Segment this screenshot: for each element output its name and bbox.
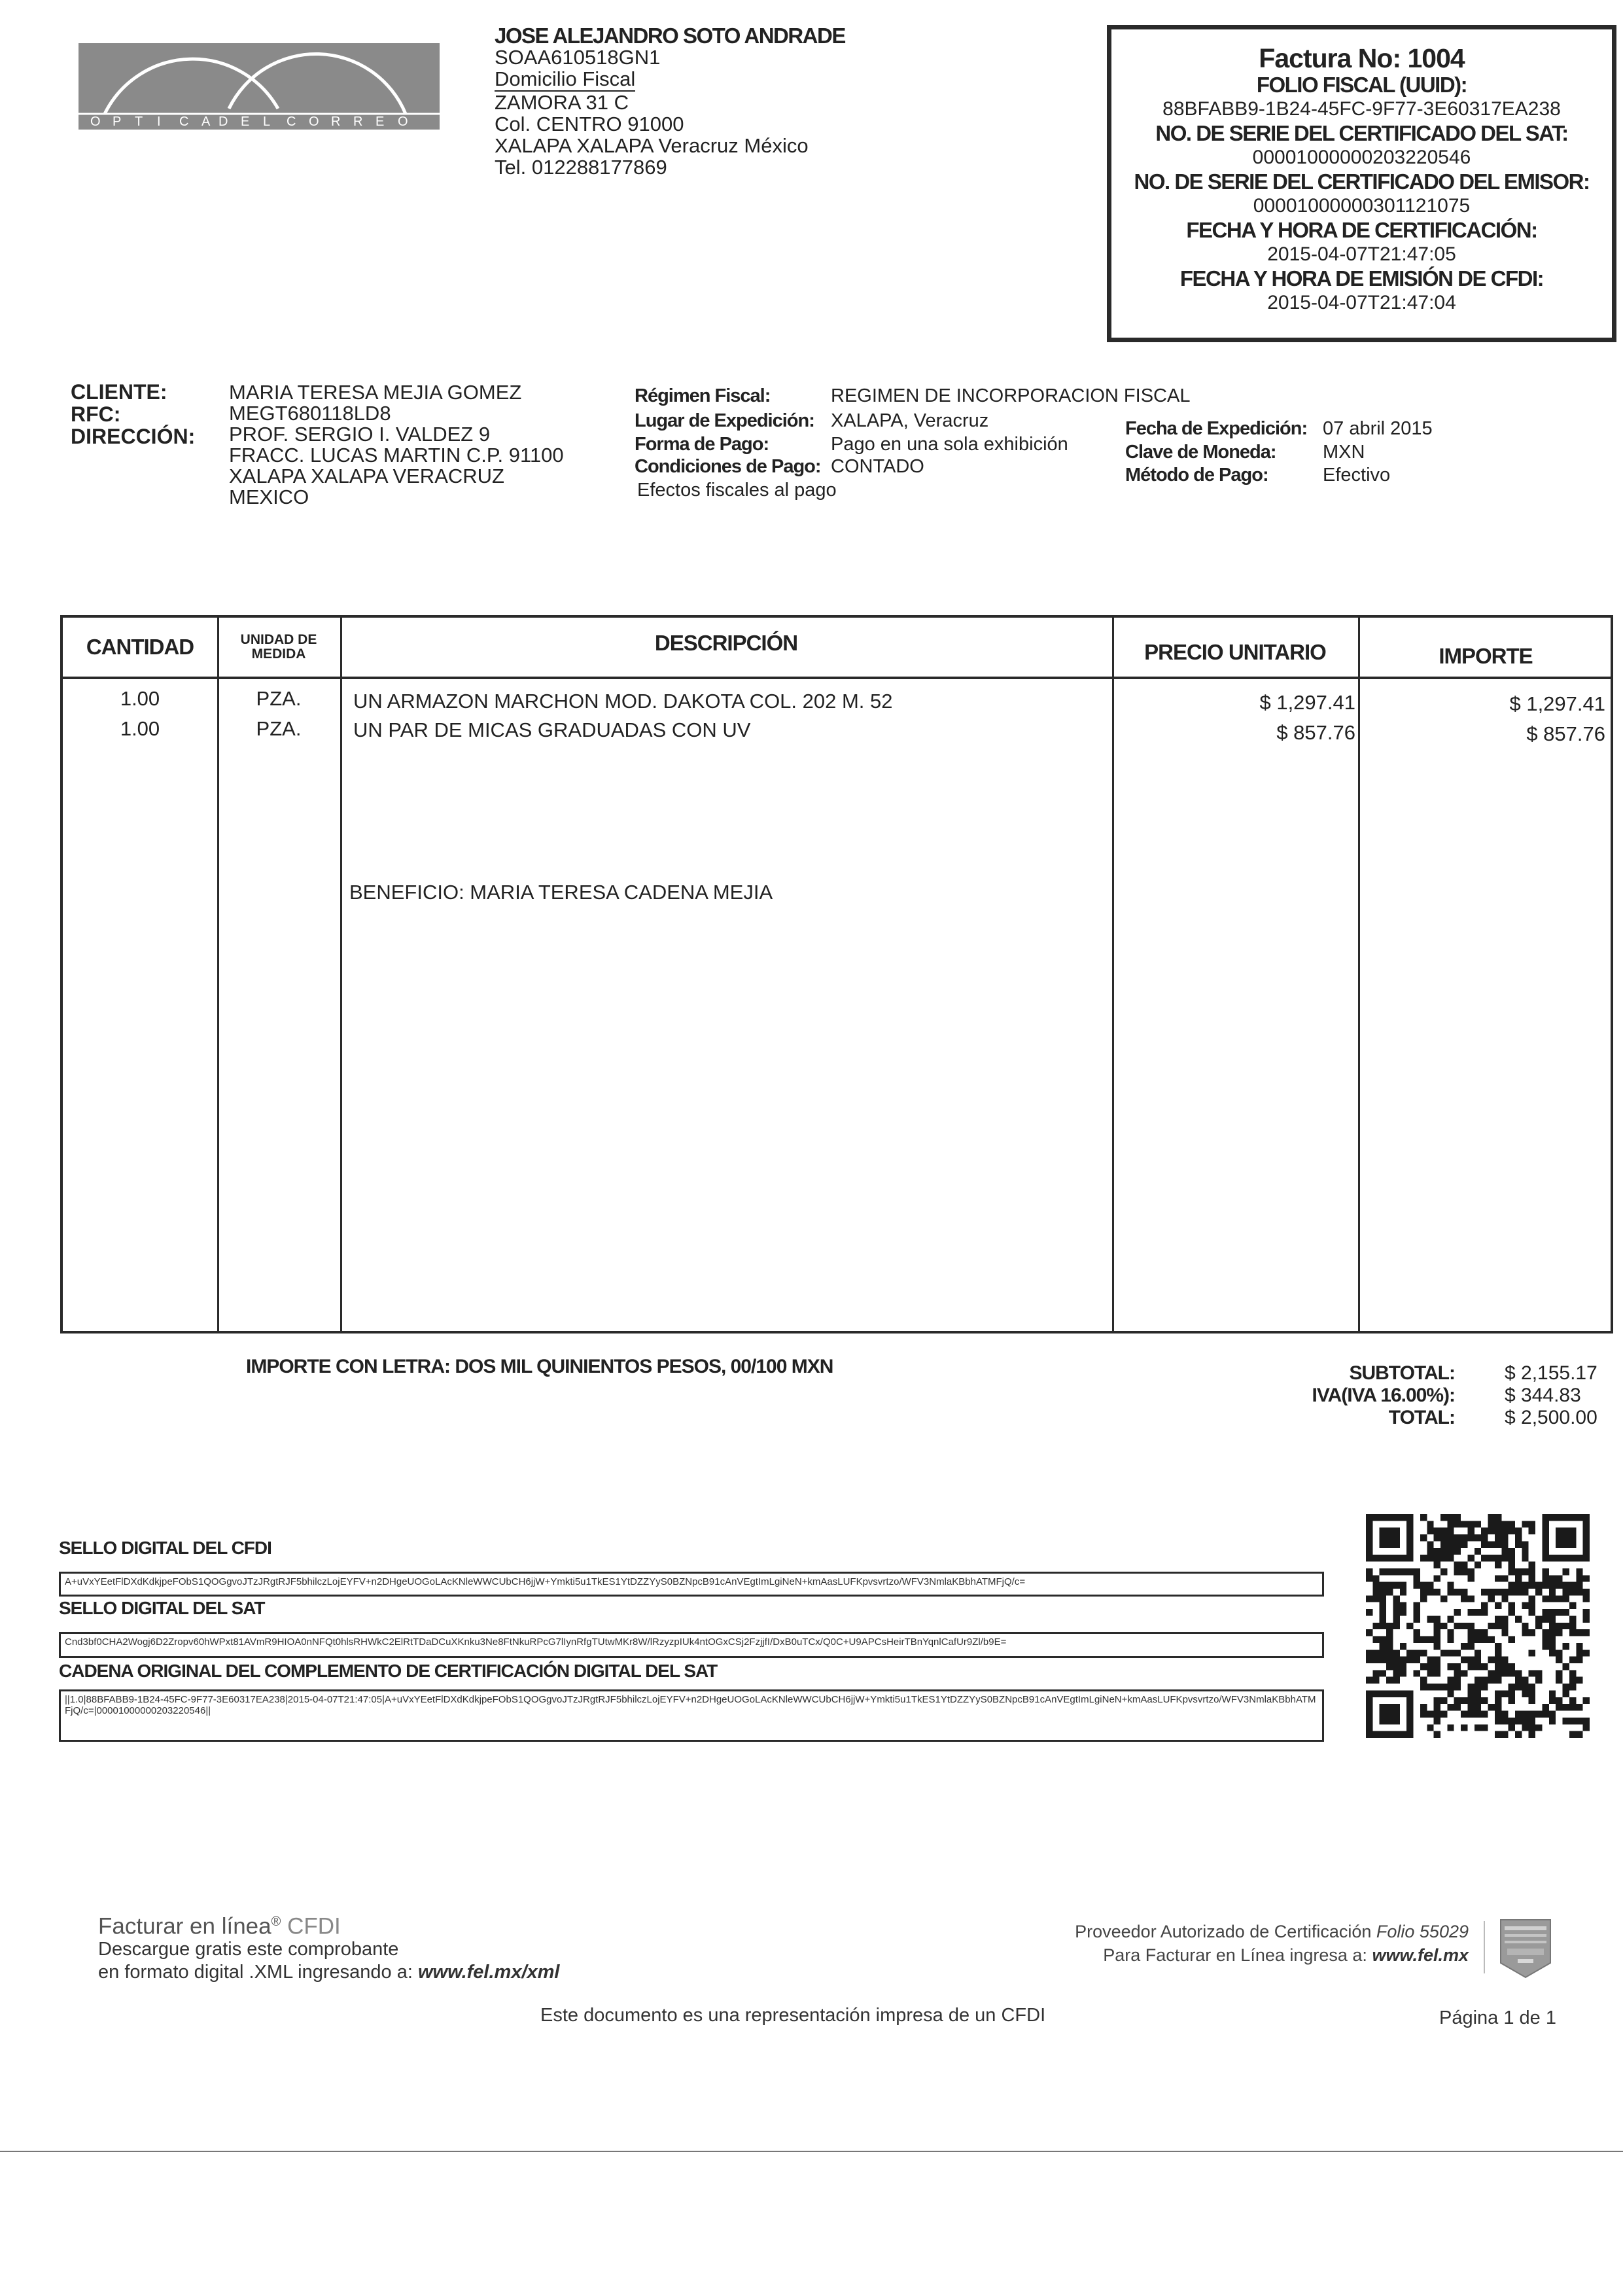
para-facturar: Para Facturar en Línea ingresa a: [1103,1945,1367,1965]
invoice-number: Factura No: 1004 [1259,43,1465,73]
cliente-label: CLIENTE: [71,380,167,404]
footer-separator [1484,1921,1485,1973]
client-address-line: PROF. SERGIO I. VALDEZ 9 [229,423,491,446]
descargue-line2: en formato digital .XML ingresando a: [98,1961,413,1983]
client-address-line: FRACC. LUCAS MARTIN C.P. 91100 [229,444,564,467]
table-row [63,717,1611,747]
page-bottom-rule [0,2151,1623,2152]
metodo-pago-label: Método de Pago: [1125,465,1268,486]
svg-text:C: C [287,115,296,129]
fecha-expedicion-value: 07 abril 2015 [1323,418,1433,439]
svg-text:C: C [179,115,189,129]
forma-pago-label: Forma de Pago: [635,434,769,455]
header-descripcion: DESCRIPCIÓN [654,631,798,655]
domicilio-fiscal-label: Domicilio Fiscal [495,67,636,90]
svg-text:R: R [353,115,363,129]
condiciones-value: CONTADO [831,456,924,477]
fiscal-info-right [1125,416,1433,487]
representacion-impresa: Este documento es una representación impresa de un CFDI [540,2005,1046,2026]
qr-modules [1366,1514,1590,1738]
xml-download-link[interactable]: www.fel.mx/xml [417,1961,560,1983]
folio-fiscal-value: 88BFABB9-1B24-45FC-9F77-3E60317EA238 [1162,98,1561,120]
issuer-tel: Tel. 012288177869 [495,156,667,179]
issuer-street: ZAMORA 31 C [495,91,629,114]
header-cantidad: CANTIDAD [86,635,194,659]
logo-lettering [90,115,408,129]
svg-text:R: R [331,115,341,129]
emisor-cert-label: NO. DE SERIE DEL CERTIFICADO DEL EMISOR: [1134,169,1590,194]
rfc-label: RFC: [71,402,121,426]
client-rfc: MEGT680118LD8 [229,402,391,425]
sello-cfdi-value: A+uVxYEetFlDXdKdkjpeFObS1QOGgvoJTzJRgtRJF5bhilczLojEYFV+n2DHgeUOGoLAcKNleWWCUbCH6jjW+Ymkti5u1TkES1YtDZZYyS0BZNpcB91cAnVEgtImLgiNeN+kmAasLUFKpvsvrtzo/WFV3NmlaKBbhATMFjQ/c= [59,1572,1324,1597]
issuer-name: JOSE ALEJANDRO SOTO ANDRADE [495,24,845,48]
header-precio-unitario: PRECIO UNITARIO [1144,640,1326,664]
sat-cert-label: NO. DE SERIE DEL CERTIFICADO DEL SAT: [1155,121,1568,145]
svg-text:O: O [309,115,319,129]
svg-text:I: I [157,115,161,129]
row-qty: 1.00 [120,717,160,740]
sello-sat-value: Cnd3bf0CHA2Wogj6D2Zropv60hWPxt81AVmR9HIOA0nNFQt0hlsRHWkC2ElRtTDaDCuXKnku3Ne8FtNkuRPcG7lIynRfgTUtwMKr8W/lRzyzpIUk4ntOGxCSj2FzjjfI/DxB0uTCx/Q0C+U9APCsHeirTBnYqnlCafUr9Zl/b9E= [59,1632,1324,1658]
lugar-value: XALAPA, Veracruz [831,410,989,431]
emision-datetime-label: FECHA Y HORA DE EMISIÓN DE CFDI: [1179,266,1544,291]
emision-datetime-value: 2015-04-07T21:47:04 [1267,292,1456,313]
lugar-label: Lugar de Expedición: [635,410,814,431]
row-description: UN PAR DE MICAS GRADUADAS CON UV [353,718,751,741]
row-qty: 1.00 [120,687,160,710]
total-value: $ 2,500.00 [1505,1407,1597,1428]
client-address-line: XALAPA XALAPA VERACRUZ [229,465,504,487]
subtotal-label: SUBTOTAL: [1349,1362,1455,1384]
iva-value: $ 344.83 [1505,1385,1581,1406]
qr-code [1366,1514,1590,1738]
svg-text:E: E [375,115,385,129]
sello-cfdi-title: SELLO DIGITAL DEL CFDI [59,1538,271,1558]
header-unidad-line1: UNIDAD DE [240,632,317,647]
sello-sat-title: SELLO DIGITAL DEL SAT [59,1598,265,1618]
regimen-label: Régimen Fiscal: [635,385,771,406]
moneda-label: Clave de Moneda: [1125,442,1276,463]
facturar-en-linea: Facturar en línea [98,1913,271,1939]
client-values [229,382,635,508]
descargue-line1: Descargue gratis este comprobante [98,1938,399,1960]
footer-left [98,1911,687,1984]
table-row [63,687,1611,717]
svg-text:T: T [135,115,143,129]
client-labels [71,381,215,448]
optica-del-correo-logo [79,43,440,130]
svg-text:A: A [201,115,211,129]
row-unit: PZA. [256,687,302,710]
svg-text:O: O [398,115,408,129]
client-address-line: MEXICO [229,486,309,508]
efectos-fiscales: Efectos fiscales al pago [637,480,837,501]
beneficio-note: BENEFICIO: MARIA TERESA CADENA MEJIA [349,881,773,904]
row-description: UN ARMAZON MARCHON MOD. DAKOTA COL. 202 M. 52 [353,690,893,713]
page-number: Página 1 de 1 [1439,2007,1556,2028]
client-name: MARIA TERESA MEJIA GOMEZ [229,381,522,404]
svg-text:D: D [218,115,228,129]
registered-mark: ® [271,1915,281,1929]
table-note-row [63,881,1611,911]
header-importe: IMPORTE [1439,644,1533,668]
fiscal-info [635,383,1190,503]
footer-right [880,1920,1469,1967]
issuer-colonia: Col. CENTRO 91000 [495,113,684,135]
forma-pago-value: Pago en una sola exhibición [831,434,1068,455]
regimen-value: REGIMEN DE INCORPORACION FISCAL [831,385,1191,406]
issuer-city: XALAPA XALAPA Veracruz México [495,134,809,157]
row-price: $ 857.76 [1276,721,1355,744]
proveedor-autorizado: Proveedor Autorizado de Certificación [1075,1922,1372,1941]
issuer-block [495,25,1031,178]
row-amount: $ 857.76 [1526,722,1605,745]
svg-text:O: O [90,115,101,129]
fecha-expedicion-label: Fecha de Expedición: [1125,418,1308,439]
cert-datetime-value: 2015-04-07T21:47:05 [1267,243,1456,265]
svg-text:P: P [113,115,122,129]
iva-label: IVA(IVA 16.00%): [1312,1385,1455,1406]
fel-link[interactable]: www.fel.mx [1372,1945,1469,1965]
cadena-original-value: ||1.0|88BFABB9-1B24-45FC-9F77-3E60317EA238|2015-04-07T21:47:05|A+uVxYEetFlDXdKdkjpeFObS1QOGgvoJTzJRgtRJF5bhilczLojEYFV+n2DHgeUOGoLAcKNleWWCUbCH6jjW+Ymkti5u1TkES1YtDZZYyS0BZNpcB91cAnVEgtImLgiNeN+kmAasLUFKpvsvrtzo/WFV3NmlaKBbhATMFjQ/c=|00001000000203220546|| [59,1689,1324,1742]
cfdi-brand: CFDI [287,1913,341,1939]
items-table [60,615,1613,1333]
cadena-original-title: CADENA ORIGINAL DEL COMPLEMENTO DE CERTIFICACIÓN DIGITAL DEL SAT [59,1661,718,1681]
svg-text:L: L [263,115,271,129]
invoice-info-box [1107,25,1616,342]
metodo-pago-value: Efectivo [1323,465,1391,486]
importe-con-letra: IMPORTE CON LETRA: DOS MIL QUINIENTOS PESOS, 00/100 MXN [246,1356,833,1377]
subtotal-value: $ 2,155.17 [1505,1362,1597,1384]
row-amount: $ 1,297.41 [1509,692,1605,715]
header-unidad [217,618,340,677]
proveedor-folio: Folio 55029 [1376,1922,1469,1941]
svg-text:E: E [241,115,250,129]
row-unit: PZA. [256,717,302,740]
total-label: TOTAL: [1388,1407,1455,1428]
emisor-cert-value: 00001000000301121075 [1253,195,1471,217]
folio-fiscal-label: FOLIO FISCAL (UUID): [1256,73,1467,97]
moneda-value: MXN [1323,442,1365,463]
sat-cert-value: 00001000000203220546 [1252,147,1471,168]
header-unidad-line2: MEDIDA [251,646,306,662]
totals-block [1236,1362,1609,1429]
cert-datetime-label: FECHA Y HORA DE CERTIFICACIÓN: [1186,218,1537,242]
issuer-rfc: SOAA610518GN1 [495,46,661,69]
direccion-label: DIRECCIÓN: [71,425,196,448]
certification-badge-icon [1498,1917,1553,1980]
row-price: $ 1,297.41 [1259,691,1355,714]
condiciones-label: Condiciones de Pago: [635,456,821,477]
